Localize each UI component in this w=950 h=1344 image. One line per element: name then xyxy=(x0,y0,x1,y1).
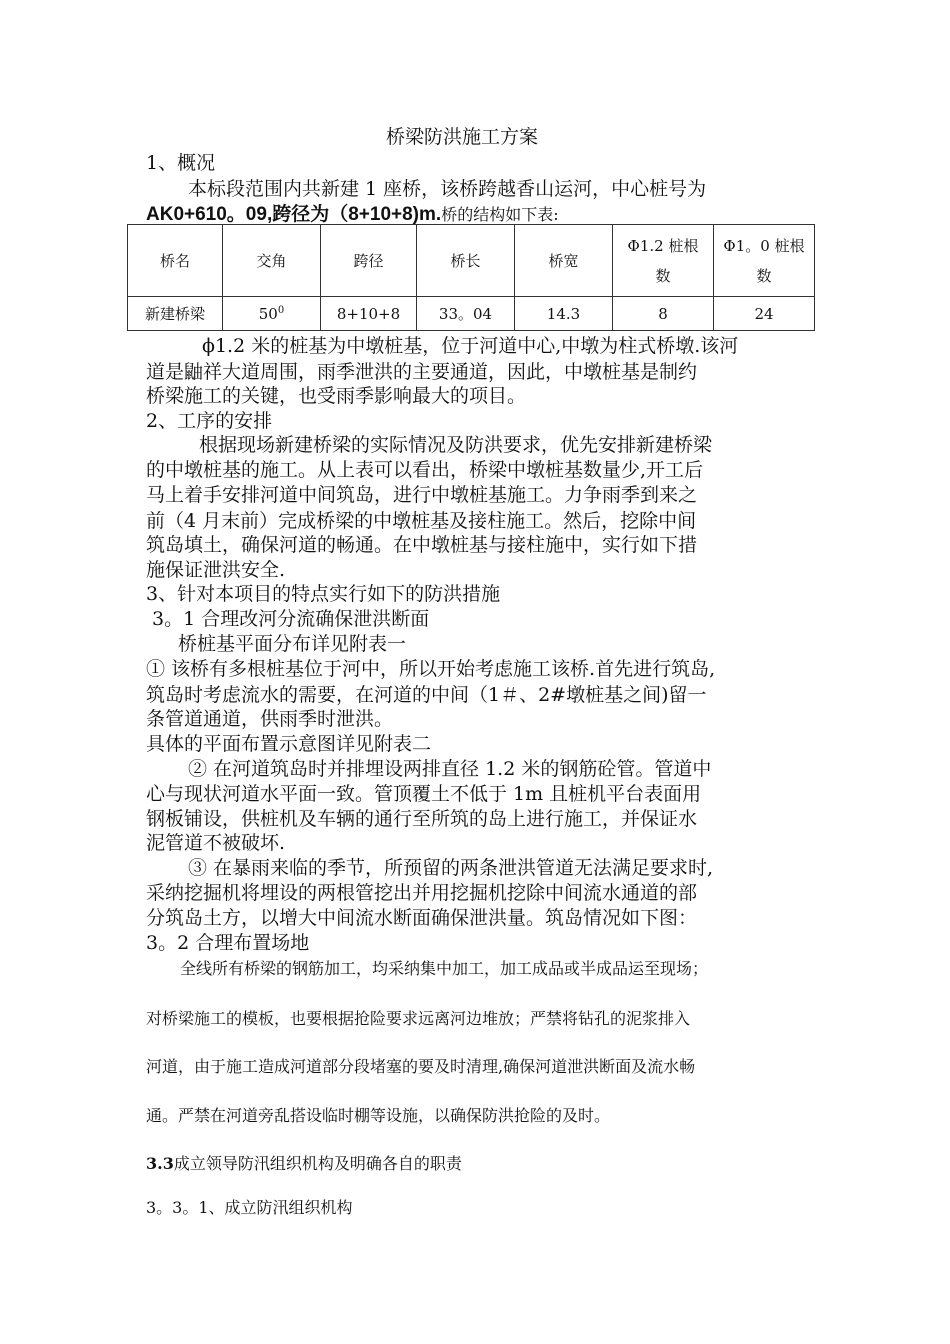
header-name: 桥名 xyxy=(128,225,223,297)
appendix-2-note: 具体的平面布置示意图详见附表二 xyxy=(146,733,432,755)
header-width: 桥宽 xyxy=(515,225,613,297)
cell-width: 14.3 xyxy=(515,297,613,331)
pile-desc-line-1: ϕ1.2 米的桩基为中墩桩基，位于河道中心,中墩为柱式桥墩.该河 xyxy=(202,335,739,357)
measure-3-line-3: 分筑岛土方，以增大中间流水断面确保泄洪量。筑岛情况如下图： xyxy=(146,907,698,929)
section-3-3-number: 3.3 xyxy=(146,1154,174,1173)
section-3-3-text: 成立领导防汛组织机构及明确各自的职责 xyxy=(173,1154,462,1173)
table-row xyxy=(128,297,815,331)
header-length: 桥长 xyxy=(417,225,515,297)
pile-desc-line-3: 桥梁施工的关键，也受雨季影响最大的项目。 xyxy=(146,385,527,407)
header-angle: 交角 xyxy=(223,225,321,297)
site-layout-line-4: 通。严禁在河道旁乱搭设临时棚等设施，以确保防洪抢险的及时。 xyxy=(146,1106,611,1125)
section-3-2-heading: 3。2 合理布置场地 xyxy=(146,932,310,954)
site-layout-line-3: 河道，由于施工造成河道部分段堵塞的要及时清理,确保河道泄洪断面及流水畅 xyxy=(146,1057,696,1076)
pile-desc-line-2: 道是鼬祥大道周围，雨季泄洪的主要通道，因此，中墩桩基是制约 xyxy=(146,361,698,383)
measure-3-line-2: 采纳挖掘机将埋设的两根管挖出并用挖掘机挖除中间流水通道的部 xyxy=(146,882,698,904)
header-span: 跨径 xyxy=(321,225,417,297)
measure-2-line-3: 钢板铺设，供桩机及车辆的通行至所筑的岛上进行施工，并保证水 xyxy=(146,808,698,830)
table-header-row xyxy=(128,225,815,297)
schedule-line-6: 施保证泄洪安全. xyxy=(146,559,286,581)
site-layout-line-1: 全线所有桥梁的钢筋加工，均采纳集中加工，加工成品或半成品运至现场； xyxy=(180,959,709,978)
schedule-line-1: 根据现场新建桥梁的实际情况及防洪要求，优先安排新建桥梁 xyxy=(199,434,713,456)
section-3-3-1-heading: 3。3。1、成立防汛组织机构 xyxy=(146,1198,353,1217)
cell-angle-value: 50 xyxy=(258,304,278,323)
document-title: 桥梁防洪施工方案 xyxy=(386,126,539,148)
section-1-heading: 1、概况 xyxy=(146,152,216,174)
header-pile-1-2-line1: Φ1.2 桩根 xyxy=(627,236,699,255)
cell-angle xyxy=(223,297,321,331)
cell-length: 33。04 xyxy=(417,297,515,331)
section-3-1-heading: 3。1 合理改河分流确保泄洪断面 xyxy=(152,608,430,630)
schedule-line-5: 筑岛填土，确保河道的畅通。在中墩桩基与接柱施中，实行如下措 xyxy=(146,534,698,556)
header-pile-1-0 xyxy=(714,225,815,297)
measure-2-line-2: 心与现状河道水平面一致。管顶覆土不低于 1m 且桩机平台表面用 xyxy=(146,783,702,805)
measure-1-line-2: 筑岛时考虑流水的需要，在河道的中间（1＃、2#墩桩基之间)留一 xyxy=(146,684,707,706)
schedule-line-2: 的中墩桩基的施工。从上表可以看出，桥梁中墩桩基数量少,开工后 xyxy=(146,459,704,481)
overview-line-2-note: 桥的结构如下表: xyxy=(441,205,559,224)
overview-line-1: 本标段范围内共新建 1 座桥，该桥跨越香山运河，中心桩号为 xyxy=(188,178,707,200)
bridge-structure-table xyxy=(127,224,815,331)
section-3-3-heading xyxy=(146,1153,462,1175)
header-pile-1-0-line2: 数 xyxy=(756,266,772,285)
header-pile-1-0-line1: Φ1。0 桩根 xyxy=(723,236,805,255)
section-3-heading: 3、针对本项目的特点实行如下的防洪措施 xyxy=(146,583,501,605)
measure-1-line-3: 条管道通道，供雨季时泄洪。 xyxy=(146,708,394,730)
measure-2-line-1: ② 在河道筑岛时并排埋设两排直径 1.2 米的钢筋砼管。管道中 xyxy=(188,758,712,780)
schedule-line-4: 前（4 月末前）完成桥梁的中墩桩基及接柱施工。然后，挖除中间 xyxy=(146,510,697,532)
measure-1-line-1: ① 该桥有多根桩基位于河中，所以开始考虑施工该桥.首先进行筑岛, xyxy=(146,658,716,680)
section-2-heading: 2、工序的安排 xyxy=(146,410,273,432)
site-layout-line-2: 对桥梁施工的模板，也要根据抢险要求远离河边堆放；严禁将钻孔的泥浆排入 xyxy=(146,1009,691,1028)
measure-3-line-1: ③ 在暴雨来临的季节，所预留的两条泄洪管道无法满足要求时, xyxy=(188,857,714,879)
cell-piles-1-2: 8 xyxy=(613,297,714,331)
measure-2-line-4: 泥管道不被破坏. xyxy=(146,832,286,854)
header-pile-1-2-line2: 数 xyxy=(655,266,671,285)
cell-angle-sup: 0 xyxy=(277,304,285,316)
schedule-line-3: 马上着手安排河道中间筑岛，进行中墩桩基施工。力争雨季到来之 xyxy=(146,484,698,506)
cell-piles-1-0: 24 xyxy=(714,297,815,331)
overview-line-2-main: AK0+610。09,跨径为（8+10+8)m. xyxy=(146,204,442,225)
header-pile-1-2 xyxy=(613,225,714,297)
cell-span: 8+10+8 xyxy=(321,297,417,331)
appendix-1-note: 桥桩基平面分布详见附表一 xyxy=(178,633,407,655)
cell-name: 新建桥梁 xyxy=(128,297,223,331)
